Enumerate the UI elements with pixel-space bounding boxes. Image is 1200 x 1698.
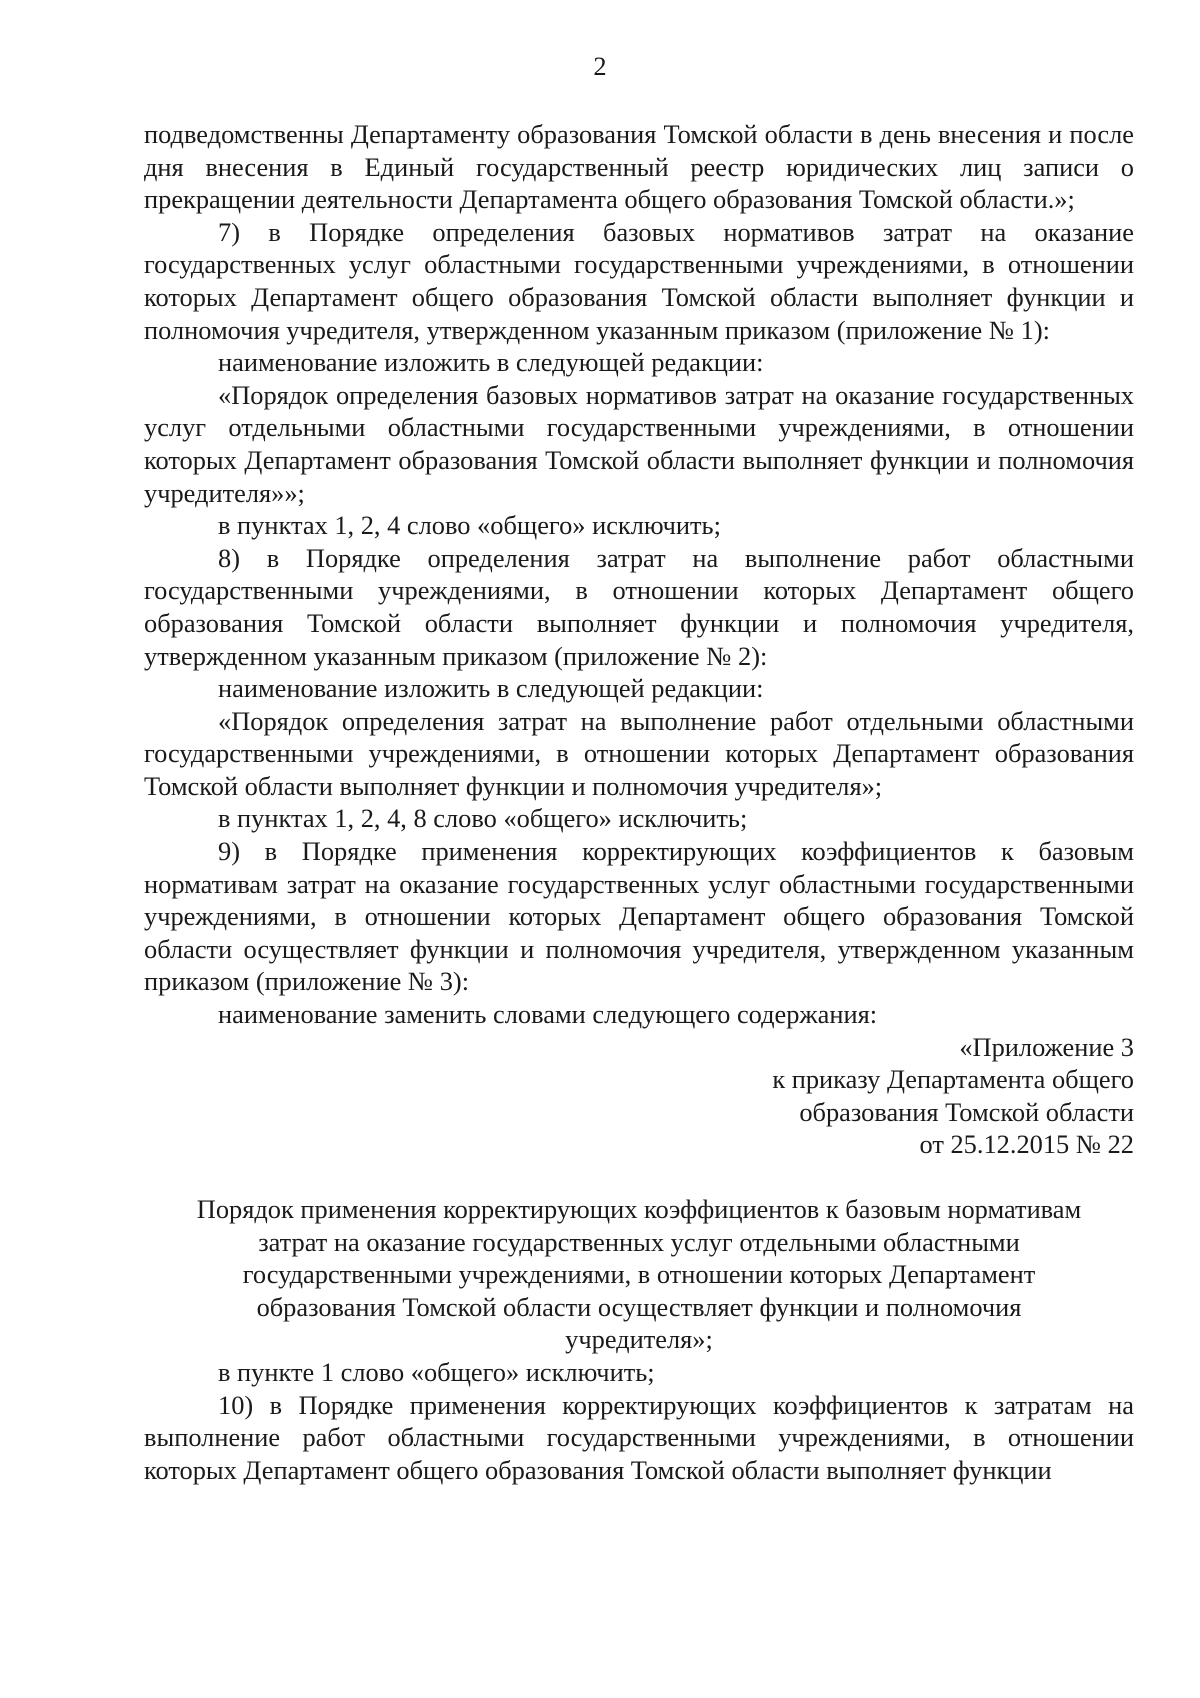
paragraph: «Порядок определения базовых нормативов затрат на оказание государственных услуг отдельными областными государственными учреждениями, в отношении которых Департамент образования Томской области выполняет функции и полномочия учредителя»»; (144, 379, 1134, 508)
appendix-title-line: затрат на оказание государственных услуг отдельными областными (258, 1226, 1020, 1257)
appendix-title (144, 1193, 1134, 1356)
appendix-header-line: образования Томской области (799, 1096, 1134, 1127)
paragraph: 8) в Порядке определения затрат на выполнение работ областными государственными учреждениями, в отношении которых Департамент общего образования Томской области выполняет функции и полномочия учредителя, утвержденном указанным приказом (приложение № 2): (144, 542, 1134, 671)
paragraph: в пунктах 1, 2, 4, 8 слово «общего» исключить; (218, 803, 748, 834)
document-body (144, 118, 1134, 1486)
appendix-title-line: Порядок применения корректирующих коэффициентов к базовым нормативам (196, 1194, 1082, 1224)
paragraph: подведомственны Департаменту образования Томской области в день внесения и после дня внесения в Единый государственный реестр юридических лиц записи о прекращении деятельности Департамента общего образования Томской области.»; (144, 119, 1134, 215)
paragraph: 7) в Порядке определения базовых нормативов затрат на оказание государственных услуг областными государственными учреждениями, в отношении которых Департамент общего образования Томской области выполняет функции и полномочия учредителя, утвержденном указанным приказом (приложение № 1): (144, 216, 1134, 345)
bottom-paragraphs (144, 1356, 1134, 1486)
paragraph: 10) в Порядке применения корректирующих коэффициентов к затратам на выполнение работ областными государственными учреждениями, в отношении которых Департамент общего образования Томской области выполняет функции (144, 1389, 1134, 1485)
page-number: 2 (593, 51, 607, 81)
paragraph: в пункте 1 слово «общего» исключить; (218, 1356, 655, 1387)
appendix-title-line: учредителя»; (565, 1324, 713, 1355)
paragraph: «Порядок определения затрат на выполнение работ отдельными областными государственными учреждениями, в отношении которых Департамент образования Томской области выполняет функции и полномочия учредителя»; (144, 705, 1134, 801)
appendix-title-line: образования Томской области осуществляет функции и полномочия (256, 1291, 1022, 1322)
paragraph: наименование заменить словами следующего содержания: (218, 999, 878, 1030)
appendix-header-line: к приказу Департамента общего (772, 1064, 1134, 1095)
paragraph: наименование изложить в следующей редакции: (218, 347, 764, 378)
top-paragraphs (144, 118, 1134, 1031)
paragraph: наименование изложить в следующей редакции: (218, 673, 764, 704)
paragraph: 9) в Порядке применения корректирующих коэффициентов к базовым нормативам затрат на оказание государственных услуг областными государственными учреждениями, в отношении которых Департамент общего образования Томской области осуществляет функции и полномочия учредителя, утвержденном указанным приказом (приложение № 3): (144, 836, 1134, 997)
paragraph: в пунктах 1, 2, 4 слово «общего» исключить; (218, 510, 721, 541)
appendix-header-line: от 25.12.2015 № 22 (919, 1129, 1134, 1160)
appendix-header (144, 1031, 1134, 1161)
appendix-title-line: государственными учреждениями, в отношении которых Департамент (242, 1259, 1036, 1290)
appendix-header-line: «Приложение 3 (959, 1031, 1134, 1062)
